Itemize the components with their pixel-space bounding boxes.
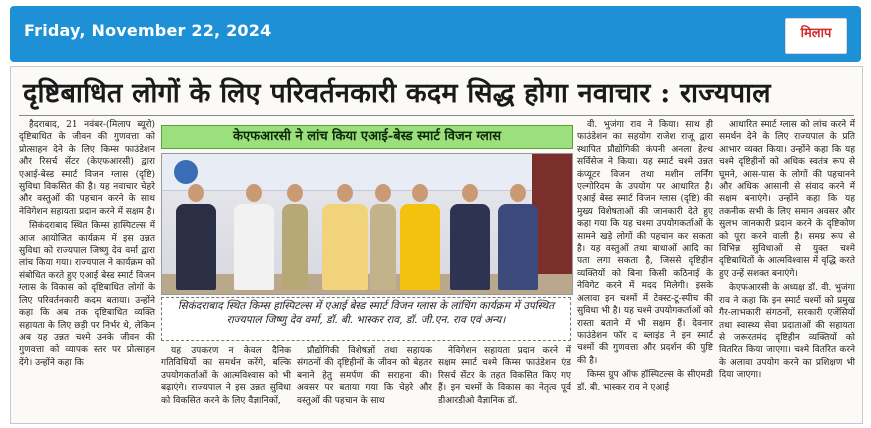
- paragraph: प्रौद्योगिकी विशेषज्ञों तथा सहायक संगठनों की दृष्टिहीनों के जीवन को बेहतर बनाने हेतु समर्पण की सराहना की। अवसर पर बताया गया कि चेहरे और वस्तुओं की पहचान के साथ: [297, 346, 432, 406]
- person-figure: [176, 184, 216, 290]
- newspaper-clipping: [10, 66, 863, 424]
- paragraph: केएफआरसी के अध्यक्ष डॉ. वी. भुजंगा राव ने कहा कि इन स्मार्ट चश्मों को प्रमुख गैर-लाभकारी संगठनों, सरकारी एजेंसियों तथा स्वास्थ्य सेवा प्रदाताओं की सहायता से जरूरतमंद दृष्टिहीन व्यक्तियों को वितरित किया जाएगा। चश्मे वितरित करने के अलावा उपयोग करने का प्रशिक्षण भी दिया जाएगा।: [719, 283, 855, 381]
- person-figure: [450, 184, 490, 290]
- paragraph: आधारित स्मार्ट ग्लास को लांच करने में समर्थन देने के लिए राज्यपाल के प्रति आभार व्यक्त किया। उन्होंने कहा कि यह चश्मे दृष्टिहीनों को अधिक स्वतंत्र रूप से घूमने, आस-पास के लोगों की पहचानने और अधिक आसानी से संवाद करने में सक्षम बनाएंगे। उन्होंने कहा कि यह तकनीक सभी के लिए समान अवसर और सुलभ जानकारी प्रदान करने के दृष्टिकोण को पूरा करने वाली है। समग्र रूप से विभिन्न सुविधाओं से युक्त चश्मे दृष्टिबाधितों के आत्मविश्वास में वृद्धि करते हुए उन्हें सशक्त बनाएंगे।: [719, 120, 855, 279]
- background-wall: [532, 154, 572, 294]
- headline-divider: [19, 115, 854, 116]
- article-column-6: [719, 119, 855, 419]
- article-column-2: [161, 345, 291, 419]
- article-column-4: [438, 345, 571, 419]
- person-figure: [370, 184, 396, 290]
- article-column-3: [297, 345, 432, 419]
- paragraph: हैदराबाद, 21 नवंबर-(मिलाप ब्यूरो) दृष्टिबाधित के जीवन की गुणवत्ता को प्रोत्साहन देने के लिए किम्स फाउंडेशन और रिसर्च सेंटर (केएफआरसी) द्वारा एआई-बेस्ड स्मार्ट विजन ग्लास (दृष्टि) सुविधा विकसित की है। यह नवाचार चेहरे और वस्तुओं की पहचान करने के साथ नेविगेशन सहायता प्रदान करने में सक्षम है।: [19, 120, 155, 217]
- article-column-5: [577, 119, 713, 419]
- banner-logo-icon: [174, 160, 198, 184]
- publication-date: Friday, November 22, 2024: [24, 21, 272, 40]
- person-figure: [282, 184, 308, 290]
- newspaper-logo: [785, 18, 847, 54]
- person-figure: [234, 184, 274, 290]
- photo-caption: सिकंदराबाद स्थित किम्स हास्पिटल्स में एआई बेस्ड स्मार्ट विजन ग्लास के लांचिंग कार्यक्रम में उपस्थित राज्यपाल जिष्णु देव वर्मा, डॉ. बी. भास्कर राव, डॉ. जी.एन. राव एवं अन्य।: [161, 297, 571, 341]
- paragraph: नेविगेशन सहायता प्रदान करने में सक्षम स्मार्ट चश्मे किम्स फाउंडेशन एंड रिसर्च सेंटर के तहत विकसित किए गए हैं। इन चश्मों के विकास का नेतृत्व पूर्व डीआरडीओ वैज्ञानिक डॉ.: [438, 346, 571, 406]
- person-figure: [498, 184, 538, 290]
- date-header-bar: [10, 6, 861, 62]
- event-photo: [161, 153, 573, 295]
- article-headline: दृष्टिबाधित लोगों के लिए परिवर्तनकारी कदम सिद्ध होगा नवाचार : राज्यपाल: [23, 78, 771, 109]
- logo-text: मिलाप: [800, 26, 832, 41]
- paragraph: सिकंदराबाद स्थित किम्स हास्पिटल्स में आज आयोजित कार्यक्रम में इस उन्नत सुविधा को राज्यपाल जिष्णु देव वर्मा द्वारा लांच किया गया। राज्यपाल ने कार्यक्रम को संबोधित करते हुए एआई बेस्ड स्मार्ट विजन ग्लास के विकास को दृष्टिबाधित लोगों के लिए परिवर्तनकारी कदम बताया। उन्होंने कहा कि अब तक दृष्टिबाधित व्यक्ति सहायता के लिए छड़ी पर निर्भर थे, लेकिन अब यह उन्नत चश्मे उनके जीवन की गुणवत्ता को व्यापक स्तर पर प्रोत्साहन देंगे। उन्होंने कहा कि: [19, 221, 156, 368]
- paragraph: यह उपकरण न केवल दैनिक गतिविधियों का समर्थन करेंगे, बल्कि उपयोगकर्ताओं के आत्मविश्वास को भी बढ़ाएंगे। राज्यपाल ने इस उन्नत सुविधा को विकसित करने के लिए वैज्ञानिकों,: [161, 346, 291, 406]
- paragraph: किम्स ग्रुप ऑफ हॉस्पिटल्स के सीएमडी डॉ. बी. भास्कर राव ने एआई: [577, 370, 713, 393]
- article-column-1: [19, 119, 155, 419]
- paragraph: वी. भुजंगा राव ने किया। साथ ही फाउंडेशन का सहयोग राजेश राजू द्वारा स्थापित प्रौद्योगिकी कंपनी अनला हेल्थ सर्विसेज ने किया। यह स्मार्ट चश्मे उन्नत कंप्यूटर विजन तथा मशीन लर्निंग एल्गोरिदम के उपयोग पर आधारित है। एआई बेस्ड स्मार्ट विजन ग्लास (दृष्टि) की मुख्य विशेषताओं की जानकारी देते हुए कहा गया कि यह चश्मा उपयोगकर्ताओं के सामने खड़े लोगों की पहचान कर सकता है। यह वस्तुओं तथा बाधाओं आदि का पता लगा सकता है, जिससे दृष्टिहीन व्यक्तियों को बिना किसी कठिनाई के नेविगेट करने में मदद मिलेगी। इसके अलावा इन चश्मों में टेक्स्ट-टू-स्पीच की सुविधा भी है। यह चश्मे उपयोगकर्ताओं को रास्ता बताने में भी सक्षम हैं। देवनार फाउंडेशन फॉर द ब्लाइंड ने इन स्मार्ट चश्मों की गुणवत्ता और प्रदर्शन की पुष्टि की है।: [577, 120, 713, 366]
- person-figure: [400, 184, 440, 290]
- person-figure-governor: [322, 184, 368, 290]
- article-subheadline: केएफआरसी ने लांच किया एआई-बेस्ड स्मार्ट विजन ग्लास: [161, 125, 573, 149]
